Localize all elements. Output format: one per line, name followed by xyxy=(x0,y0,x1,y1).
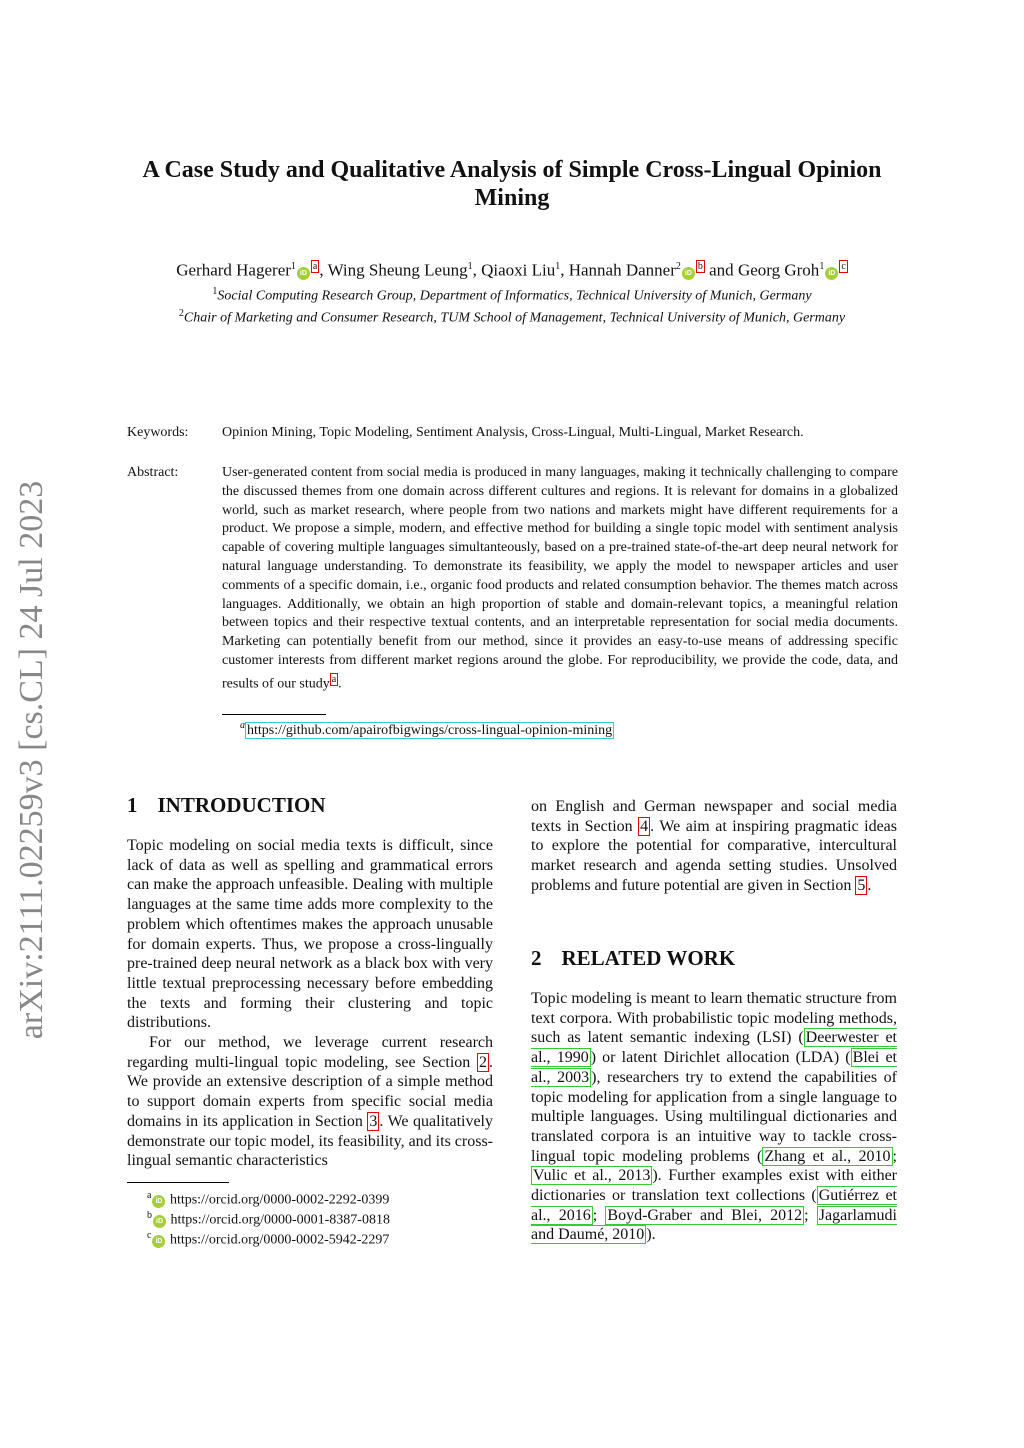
section-ref-link[interactable]: 5 xyxy=(857,876,866,894)
orcid-url[interactable]: https://orcid.org/0000-0002-2292-0399 xyxy=(169,1192,390,1208)
intro-paragraph-2 xyxy=(127,1033,493,1171)
affiliation-text: Chair of Marketing and Consumer Research, TUM School of Management, Technical University of Munich, Germany xyxy=(183,310,846,326)
author-name: Gerhard Hagerer xyxy=(176,260,291,280)
paragraph-text: ), researchers try to extend the capabilities of topic modeling for application from a single language to multiple languages. Using multilingual dictionaries and translated corpora is an intuitive way to tackle cross-lingual topic modeling problems ( xyxy=(531,1068,898,1165)
orcid-icon: iD xyxy=(152,1195,165,1208)
affiliation-2 xyxy=(60,305,964,328)
orcid-icon[interactable]: iD xyxy=(825,267,838,280)
orcid-footnote-link[interactable]: a xyxy=(312,261,318,272)
citation-link[interactable]: Deerwester et al., 1990 xyxy=(531,1029,897,1067)
citation-link[interactable]: Zhang et al., 2010 xyxy=(764,1147,891,1165)
author-affiliation-mark: 1 xyxy=(467,261,473,272)
abstract-footnote-rule xyxy=(222,714,326,715)
author-list xyxy=(60,256,964,282)
citation-link[interactable]: Vulic et al., 2013 xyxy=(533,1167,651,1185)
abstract-text: User-generated content from social media is produced in many languages, making it technically challenging to compare the discussed themes from one domain across different cultures and regions. It is relevant for domains in a globalized world, such as market research, where people from two nations and markets might have different requirements for a product. We propose a simple, modern, and effective method for building a single topic model with sentiment analysis capable of covering multiple languages simultanteously, based on a pre-trained state-of-the-art deep neural network for natural language understanding. To demonstrate its feasibility, we apply the model to newspaper articles and user comments of a specific domain, i.e., organic food products and related consumption behavior. The themes match across languages. Additionally, we obtain an high proportion of stable and domain-relevant topics, a meaningful relation between topics and their respective textual contents, and an interpretable representation for social media documents. Marketing can potentially benefit from our method, since it provides an easy-to-use means of addressing specific customer interests from different market regions around the globe. For reproducibility, we provide the code, data, and results of our study xyxy=(222,465,898,692)
abstract-label: Abstract: xyxy=(127,465,179,480)
paragraph-text: . We aim at inspiring pragmatic ideas to explore the potential for comparative, intercultural market research and agenda setting studies. Unsolved problems and future potential are given in Section xyxy=(531,817,898,894)
affiliation-number: 2 xyxy=(178,308,184,319)
footnote-mark: c xyxy=(147,1230,152,1241)
section-title: RELATED WORK xyxy=(561,946,736,970)
orcid-url[interactable]: https://orcid.org/0000-0002-5942-2297 xyxy=(169,1232,390,1248)
author-affiliation-mark: 2 xyxy=(675,261,681,272)
footnote-mark: a xyxy=(240,720,245,731)
abstract-footnote-link[interactable]: a xyxy=(331,673,337,685)
paragraph-text: ). Further examples exist with either dictionaries or translation text collections ( xyxy=(531,1167,897,1205)
section-heading-related-work xyxy=(531,946,735,971)
intro-left-column xyxy=(127,836,493,1171)
orcid-footnote-link[interactable]: c xyxy=(841,261,846,272)
paragraph-text: ). xyxy=(646,1226,656,1244)
orcid-footnote-link[interactable]: b xyxy=(697,261,703,272)
section-number: 1 xyxy=(127,793,138,817)
keywords-label: Keywords: xyxy=(127,425,189,440)
orcid-icon[interactable]: iD xyxy=(682,267,695,280)
github-url-link[interactable]: https://github.com/apairofbigwings/cross-lingual-opinion-mining xyxy=(247,722,613,738)
paragraph-text: on English and German newspaper and social media texts in Section xyxy=(531,798,897,835)
title-line-1: A Case Study and Qualitative Analysis of Simple Cross-Lingual Opinion xyxy=(142,157,882,183)
affiliation-text: Social Computing Research Group, Department of Informatics, Technical University of Munich, Germany xyxy=(217,288,812,304)
abstract-period: . xyxy=(338,676,342,692)
author-separator: , xyxy=(472,260,482,280)
related-work-column xyxy=(531,989,897,1245)
paragraph-text: ) or latent Dirichlet allocation (LDA) ( xyxy=(590,1049,851,1067)
author-affiliation-mark: 1 xyxy=(555,261,561,272)
section-ref-link[interactable]: 3 xyxy=(369,1112,378,1130)
intro-paragraph-1: Topic modeling on social media texts is difficult, since lack of data as well as spelling and grammatical errors can make the approach unfeasible. Dealing with multiple languages at the same time adds more complexity to the problem which oftentimes makes the approach unusable for domain experts. Thus, we propose a cross-lingually pre-trained deep neural network as a black box with very little textual preprocessing necessary before embedding the texts and forming their clustering and topic distributions. xyxy=(127,837,493,1032)
related-work-paragraph xyxy=(531,989,897,1245)
footnote-mark: a xyxy=(147,1190,152,1201)
author-affiliation-mark: 1 xyxy=(819,261,825,272)
paragraph-text: Topic modeling is meant to learn thematic structure from text corpora. With probabilistic topic modeling methods, such as latent semantic indexing (LSI) ( xyxy=(531,990,897,1047)
citation-link[interactable]: Boyd-Graber and Blei, 2012 xyxy=(607,1206,803,1224)
title-line-2: Mining xyxy=(474,185,550,211)
paragraph-text: . We provide an extensive description of a simple method to support domain experts from specific social media domains in its application in Section xyxy=(127,1053,493,1130)
citation-link[interactable]: Jagarlamudi and Daumé, 2010 xyxy=(531,1206,897,1244)
author-separator: , xyxy=(560,260,569,280)
author-name: Georg Groh xyxy=(737,260,820,280)
orcid-icon: iD xyxy=(153,1215,166,1228)
orcid-url[interactable]: https://orcid.org/0000-0001-8387-0818 xyxy=(170,1212,390,1228)
affiliation-number: 1 xyxy=(212,286,218,297)
footnote-mark: b xyxy=(147,1210,152,1221)
author-separator: , xyxy=(319,260,328,280)
section-ref-link[interactable]: 4 xyxy=(640,817,649,835)
section-number: 2 xyxy=(531,946,542,970)
author-separator: and xyxy=(704,260,738,280)
author-affiliation-mark: 1 xyxy=(290,261,296,272)
intro-right-column xyxy=(531,797,897,896)
paragraph-text: ; xyxy=(592,1206,606,1224)
arxiv-id: arXiv:2111.02259v3 [cs.CL] 24 Jul 2023 xyxy=(13,480,50,1040)
paper-title xyxy=(100,156,924,212)
affiliation-1 xyxy=(60,283,964,306)
citation-link[interactable]: Gutiérrez et al., 2016 xyxy=(531,1187,898,1224)
keywords-text: Opinion Mining, Topic Modeling, Sentiment Analysis, Cross-Lingual, Multi-Lingual, Market Research. xyxy=(222,425,804,440)
section-title: INTRODUCTION xyxy=(157,793,326,817)
citation-link[interactable]: Blei et al., 2003 xyxy=(531,1049,898,1086)
orcid-icon[interactable]: iD xyxy=(297,267,310,280)
abstract-footnote xyxy=(240,720,614,739)
author-name: Wing Sheung Leung xyxy=(327,260,468,280)
paragraph-text: ; xyxy=(804,1206,817,1224)
footnote-rule xyxy=(127,1182,229,1183)
author-name: Hannah Danner xyxy=(568,260,676,280)
abstract-body xyxy=(222,464,898,694)
paragraph-text: ; xyxy=(892,1147,897,1165)
paragraph-text: . xyxy=(867,876,872,894)
orcid-icon: iD xyxy=(152,1235,165,1248)
paragraph-text: For our method, we leverage current research regarding multi-lingual topic modeling, see Section xyxy=(127,1034,493,1071)
section-heading-introduction xyxy=(127,793,326,818)
intro-paragraph-continued xyxy=(531,797,897,896)
paragraph-text: . We qualitatively demonstrate our topic model, its feasibility, and its cross-lingual semantic characteristics xyxy=(127,1112,494,1170)
author-name: Qiaoxi Liu xyxy=(481,260,556,280)
footnote-c xyxy=(147,1226,389,1251)
section-ref-link[interactable]: 2 xyxy=(479,1053,487,1071)
